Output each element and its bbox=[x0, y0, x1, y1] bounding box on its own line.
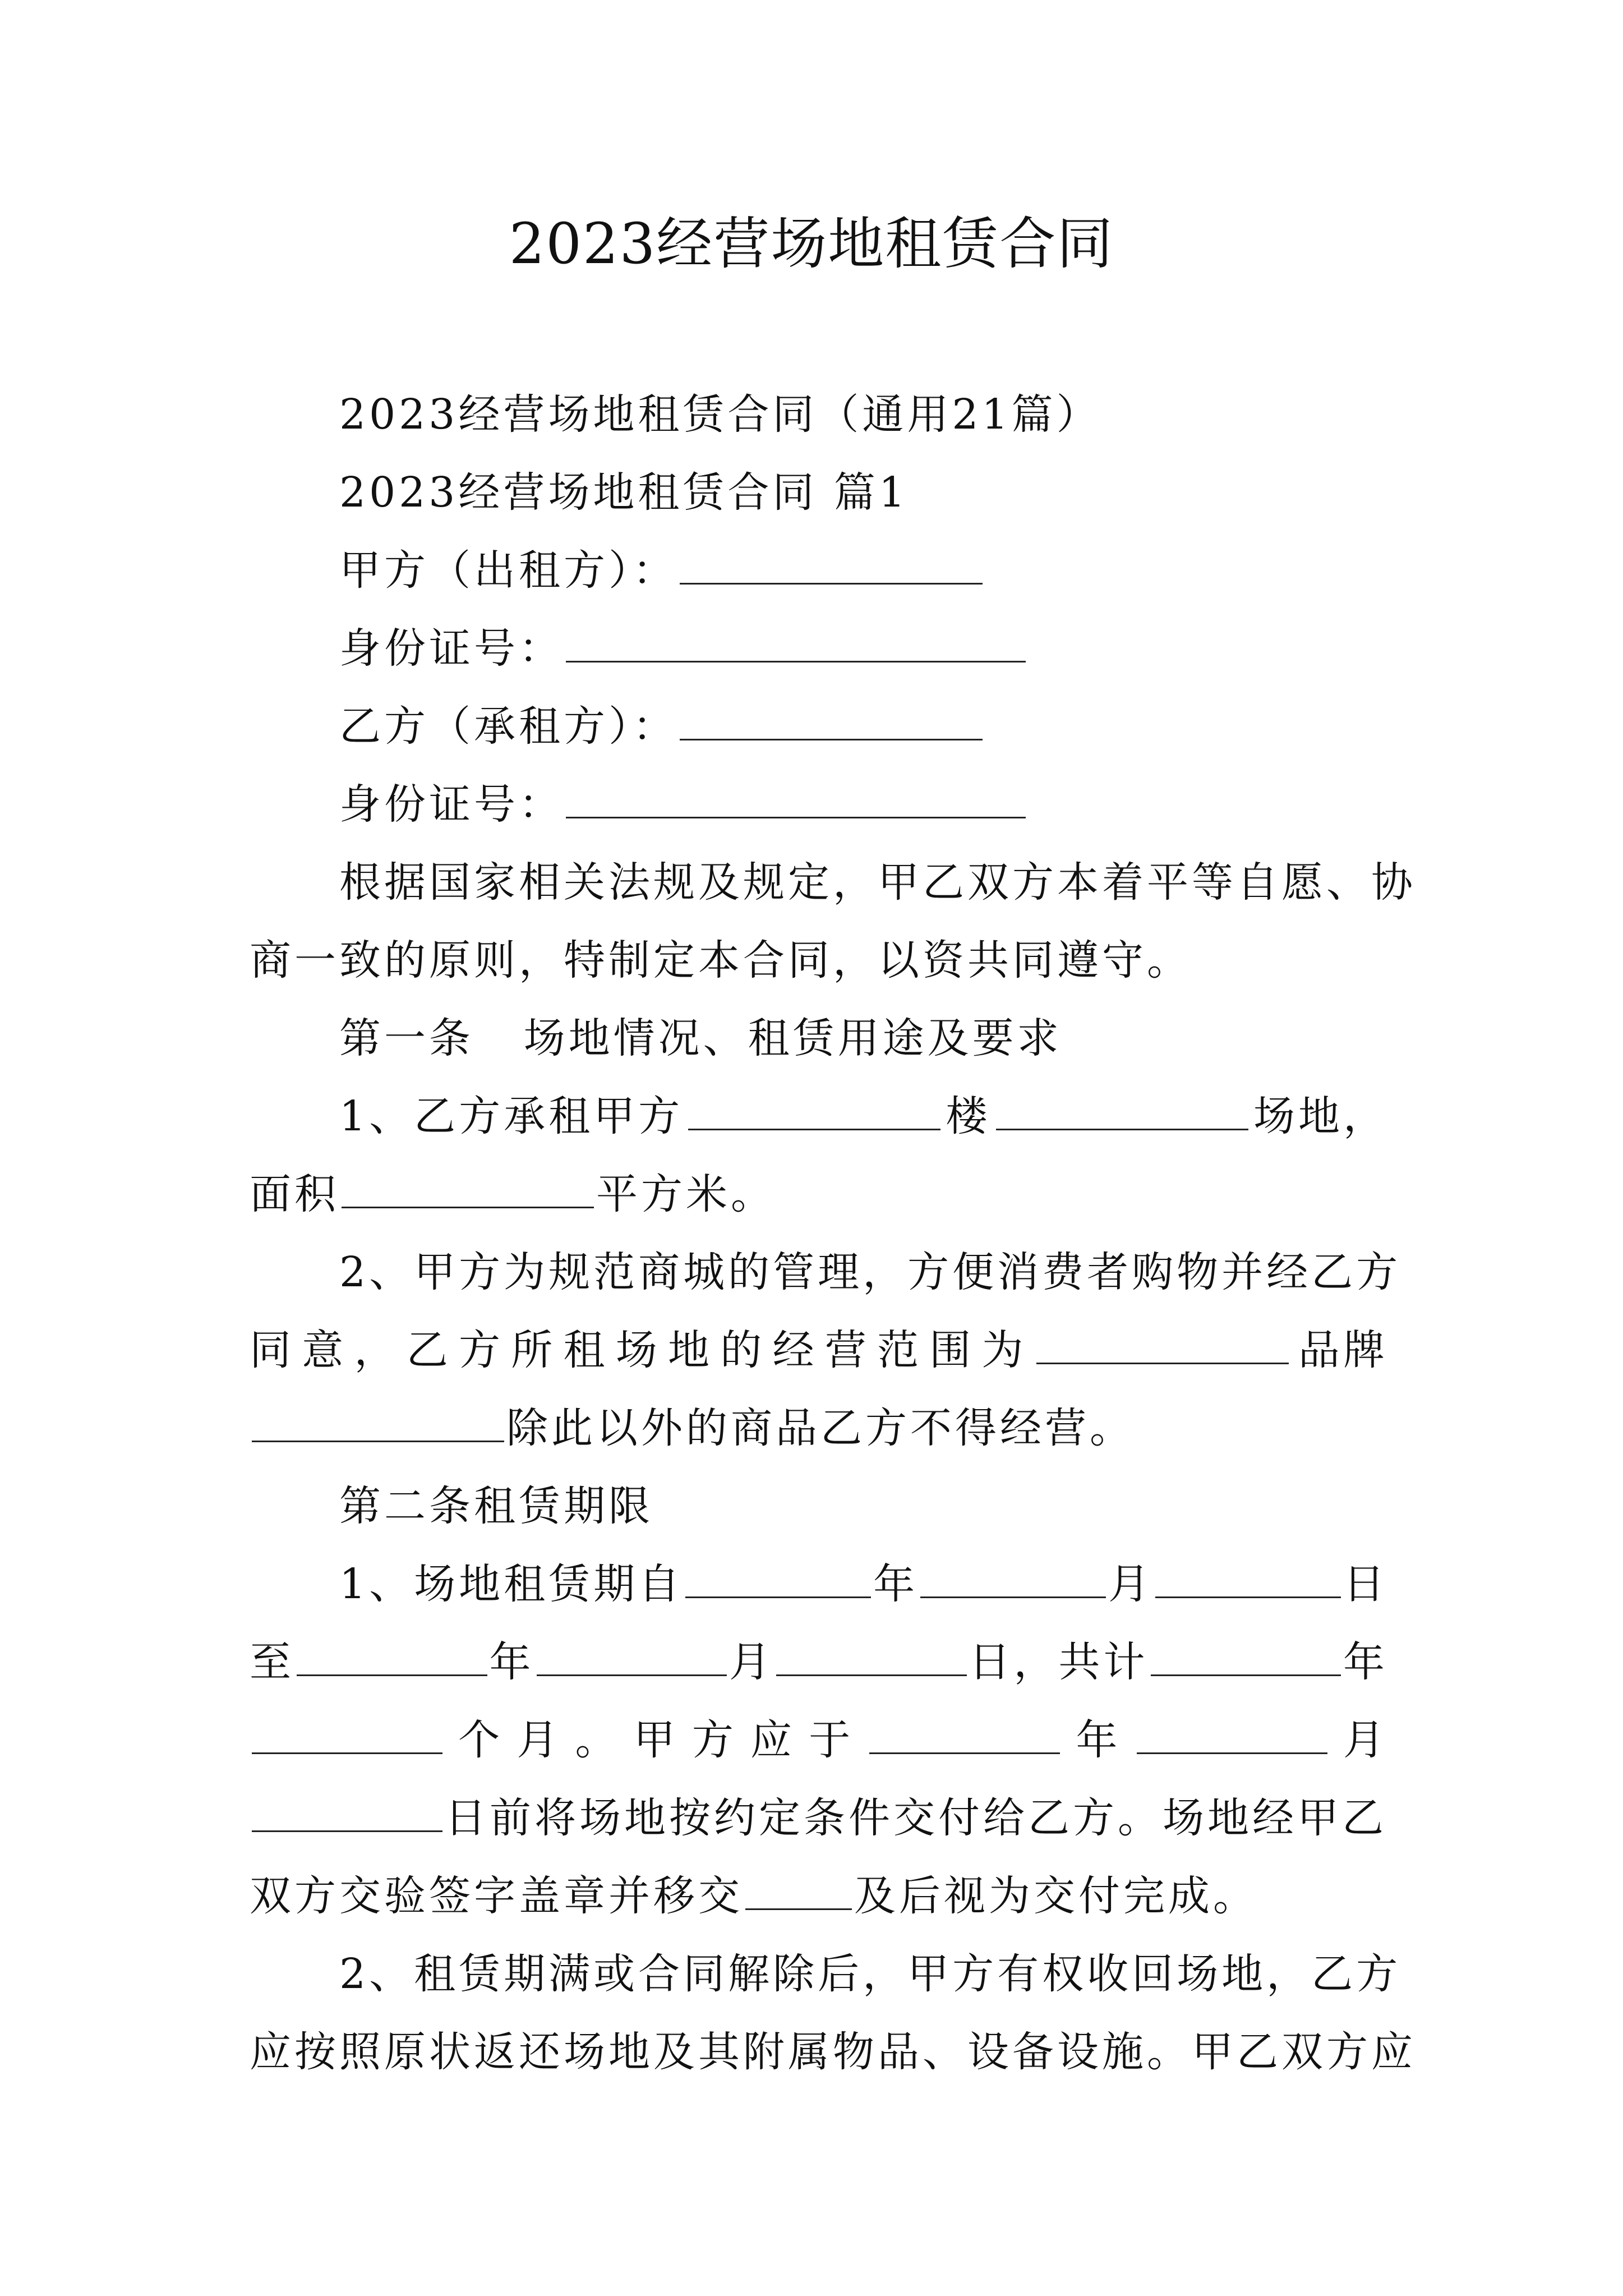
unit-year: 年 bbox=[489, 1638, 534, 1686]
article-1-para-2-line-2 bbox=[250, 1312, 1388, 1389]
party-b-id-blank bbox=[566, 783, 1026, 818]
article-2-para-1-line-3 bbox=[250, 1701, 1388, 1779]
handover-blank bbox=[745, 1875, 852, 1910]
word: 甲 bbox=[633, 1716, 679, 1764]
word: 营 bbox=[824, 1326, 870, 1374]
day-total: 日，共计 bbox=[969, 1638, 1149, 1686]
word: 方 bbox=[691, 1716, 737, 1764]
word: 月 bbox=[517, 1716, 562, 1764]
article-2-para-2-line-1: 2、租赁期满或合同解除后，甲方有权收回场地，乙方 bbox=[339, 1950, 1401, 1998]
start-month-blank bbox=[920, 1563, 1106, 1598]
word: 个 bbox=[458, 1716, 504, 1764]
party-b-id-label: 身份证号： bbox=[339, 780, 564, 829]
party-a-line bbox=[250, 532, 1388, 610]
word: 经 bbox=[772, 1326, 818, 1374]
article-2-heading: 第二条租赁期限 bbox=[339, 1482, 653, 1530]
article-2-para-1-line-1 bbox=[250, 1545, 1388, 1623]
word: 地 bbox=[668, 1326, 713, 1374]
party-a-id-blank bbox=[566, 627, 1026, 662]
word: 应 bbox=[750, 1716, 796, 1764]
a2-p1-start: 1、场地租赁期自 bbox=[339, 1560, 684, 1608]
end-day-blank bbox=[776, 1641, 967, 1676]
article-2-para-1-line-5 bbox=[250, 1857, 1388, 1935]
word: ， bbox=[354, 1326, 399, 1374]
total-years-blank bbox=[1151, 1641, 1341, 1676]
start-day-blank bbox=[1155, 1563, 1341, 1598]
section-heading: 2023经营场地租赁合同 篇1 bbox=[339, 468, 909, 517]
a1-p1-sqm: 平方米。 bbox=[596, 1170, 776, 1218]
a2-p1-line5-end: 及后视为交付完成。 bbox=[854, 1872, 1258, 1920]
end-month-blank bbox=[537, 1641, 727, 1676]
brand-blank bbox=[252, 1407, 504, 1442]
word: 所 bbox=[511, 1326, 556, 1374]
article-2-para-1-line-2 bbox=[250, 1623, 1388, 1701]
delivery-month-blank bbox=[1137, 1719, 1327, 1754]
word: 方 bbox=[459, 1326, 504, 1374]
unit-year: 年 bbox=[1076, 1716, 1121, 1764]
word: 的 bbox=[720, 1326, 766, 1374]
delivery-day-blank bbox=[252, 1797, 442, 1832]
a1-p1-floor: 楼 bbox=[946, 1092, 991, 1140]
word: 乙 bbox=[406, 1326, 451, 1374]
article-1-para-2-line-1: 2、甲方为规范商城的管理，方便消费者购物并经乙方 bbox=[339, 1248, 1401, 1296]
document-title: 2023经营场地租赁合同 bbox=[509, 211, 1114, 277]
party-b-blank bbox=[680, 705, 983, 740]
unit-year: 年 bbox=[873, 1560, 919, 1608]
article-1-para-1-line-2 bbox=[250, 1156, 1388, 1234]
party-a-label: 甲方（出租方）： bbox=[339, 546, 677, 595]
party-b-label: 乙方（承租方）： bbox=[339, 702, 677, 751]
a1-p1-area: 面积 bbox=[250, 1170, 339, 1218]
floor-blank bbox=[996, 1095, 1248, 1130]
article-1-para-2-line-3 bbox=[250, 1389, 1388, 1467]
start-year-blank bbox=[685, 1563, 871, 1598]
word: 同 bbox=[250, 1326, 294, 1374]
a1-p1-site: 场地， bbox=[1253, 1092, 1388, 1140]
total-months-blank bbox=[252, 1719, 442, 1754]
unit-month: 月 bbox=[1108, 1560, 1154, 1608]
party-a-id-label: 身份证号： bbox=[339, 624, 564, 673]
word: 围 bbox=[929, 1326, 975, 1374]
party-a-id-line bbox=[250, 610, 1388, 688]
article-2-para-2-line-2: 应按照原状返还场地及其附属物品、设备设施。甲乙双方应 bbox=[250, 2028, 1416, 2076]
intro-line-1: 根据国家相关法规及规定，甲乙双方本着平等自愿、协 bbox=[339, 858, 1416, 907]
a2-p1-line5-start: 双方交验签字盖章并移交 bbox=[250, 1872, 743, 1920]
intro-line-2: 商一致的原则，特制定本合同，以资共同遵守。 bbox=[250, 936, 1192, 984]
article-1-heading: 第一条 场地情况、租赁用途及要求 bbox=[339, 1014, 1062, 1062]
subtitle: 2023经营场地租赁合同（通用21篇） bbox=[339, 390, 1101, 439]
delivery-year-blank bbox=[869, 1719, 1060, 1754]
unit-month: 月 bbox=[729, 1638, 774, 1686]
unit-day: 日 bbox=[1343, 1560, 1388, 1608]
a2-p1-line4: 日前将场地按约定条件交付给乙方。场地经甲乙 bbox=[445, 1794, 1387, 1842]
party-a-blank bbox=[680, 549, 983, 585]
document-body bbox=[250, 376, 1416, 2091]
word: 于 bbox=[809, 1716, 854, 1764]
word: 场 bbox=[615, 1326, 661, 1374]
a1-p2-brand: 品牌 bbox=[1298, 1326, 1388, 1374]
unit-year: 年 bbox=[1343, 1638, 1388, 1686]
building-blank bbox=[688, 1095, 940, 1130]
to: 至 bbox=[250, 1638, 294, 1686]
word: 范 bbox=[877, 1326, 922, 1374]
area-blank bbox=[342, 1173, 594, 1208]
party-b-line bbox=[250, 688, 1388, 766]
a1-p1-start: 1、乙方承租甲方 bbox=[339, 1092, 684, 1140]
word: 为 bbox=[981, 1326, 1027, 1374]
word: 。 bbox=[575, 1716, 620, 1764]
a1-p2-line3: 除此以外的商品乙方不得经营。 bbox=[506, 1404, 1135, 1452]
unit-month: 月 bbox=[1343, 1716, 1388, 1764]
article-2-para-1-line-4 bbox=[250, 1779, 1388, 1857]
word: 意 bbox=[302, 1326, 347, 1374]
end-year-blank bbox=[297, 1641, 487, 1676]
article-1-para-1-line-1 bbox=[250, 1078, 1388, 1156]
word: 租 bbox=[563, 1326, 608, 1374]
party-b-id-line bbox=[250, 766, 1388, 844]
scope-blank bbox=[1036, 1329, 1289, 1364]
